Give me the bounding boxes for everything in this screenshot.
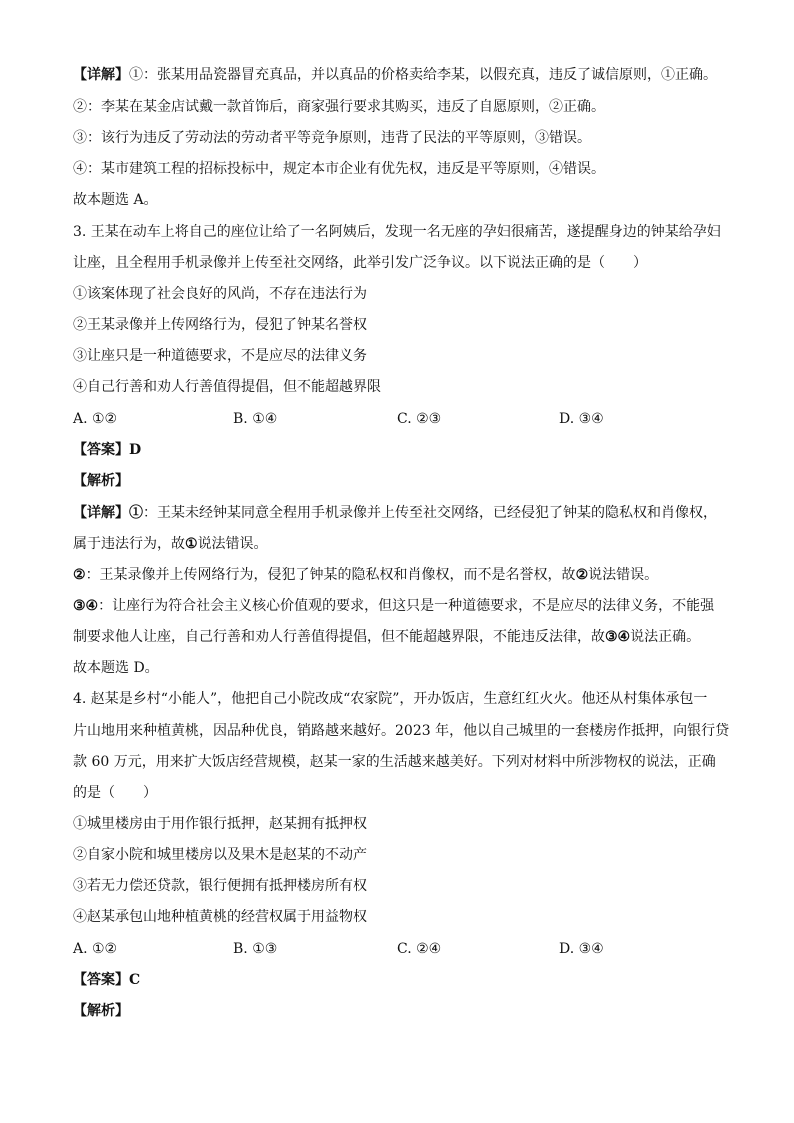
q3-stem-line-2: 让座，且全程用手机录像并上传至社交网络，此举引发广泛争议。以下说法正确的是（ ） — [73, 255, 647, 271]
q2-explain-line-1 — [73, 65, 733, 85]
q3-detail-line-3 — [73, 565, 733, 585]
q3-detail-text-5b: 说法正确。 — [630, 629, 701, 645]
q2-explain-line-4: ④：某市建筑工程的招标投标中，规定本市企业有优先权，违反是平等原则，④错误。 — [73, 161, 605, 177]
circled-number: ③④ — [605, 629, 631, 645]
q4-option-c: C. ②④ — [397, 941, 442, 957]
q4-analysis-heading: 【解析】 — [73, 1003, 129, 1019]
q4-statement-3: ③若无力偿还贷款，银行便拥有抵押楼房所有权 — [73, 878, 367, 894]
q3-option-d: D. ③④ — [559, 411, 604, 427]
q4-statement-4: ④赵某承包山地种植黄桃的经营权属于用益物权 — [73, 909, 367, 925]
q4-statement-1: ①城里楼房由于用作银行抵押，赵某拥有抵押权 — [73, 816, 367, 832]
q4-stem-line-2: 片山地用来种植黄桃，因品种优良，销路越来越好。2023 年，他以自己城里的一套楼房作抵押，向银行贷 — [73, 723, 730, 739]
q3-option-c: C. ②③ — [397, 411, 442, 427]
q4-stem-line-1: 4. 赵某是乡村“小能人”，他把自己小院改成“农家院”，开办饭店，生意红红火火。他还从村集体承包一 — [73, 691, 708, 707]
q4-option-b: B. ①③ — [233, 941, 278, 957]
q3-conclusion: 故本题选 D。 — [73, 660, 159, 676]
q3-detail-text-5a: 制要求他人让座，自己行善和劝人行善值得提倡，但不能超越界限，不能违反法律，故 — [73, 629, 605, 645]
q4-options — [73, 939, 733, 959]
q3-option-b: B. ①④ — [233, 411, 278, 427]
q3-answer: 【答案】D — [73, 442, 142, 458]
q3-detail-line-4 — [73, 596, 733, 616]
q3-options — [73, 409, 733, 429]
q3-statement-4: ④自己行善和劝人行善值得提倡，但不能超越界限 — [73, 379, 381, 395]
q4-option-a: A. ①② — [73, 941, 118, 957]
q2-explain-text-1: ①：张某用品瓷器冒充真品，并以真品的价格卖给李某，以假充真，违反了诚信原则，①正确。 — [129, 67, 717, 83]
q3-statement-3: ③让座只是一种道德要求，不是应尽的法律义务 — [73, 348, 367, 364]
q4-stem-line-4: 的是（ ） — [73, 785, 157, 801]
q3-detail-text-3a: ：王某录像并上传网络行为，侵犯了钟某的隐私权和肖像权，而不是名誉权，故 — [85, 567, 576, 583]
q3-detail-line-2 — [73, 534, 733, 554]
q4-answer: 【答案】C — [73, 972, 141, 988]
detail-tag: 【详解】 — [73, 505, 129, 521]
q3-detail-text-4: ：让座行为符合社会主义核心价值观的要求，但这只是一种道德要求，不是应尽的法律义务，不能强 — [98, 598, 715, 614]
circled-number: ③④ — [73, 598, 99, 614]
q3-detail-text-3b: 说法错误。 — [588, 567, 659, 583]
q2-explain-line-3: ③：该行为违反了劳动法的劳动者平等竞争原则，违背了民法的平等原则，③错误。 — [73, 130, 591, 146]
q3-detail-line-1 — [73, 503, 733, 523]
circled-number: ① — [129, 505, 143, 521]
q4-statement-2: ②自家小院和城里楼房以及果木是赵某的不动产 — [73, 847, 367, 863]
q3-detail-text-2b: 说法错误。 — [197, 536, 268, 552]
detail-tag: 【详解】 — [73, 67, 129, 83]
circled-number: ① — [185, 536, 198, 552]
q3-option-a: A. ①② — [73, 411, 118, 427]
q3-detail-text-1: ：王某未经钟某同意全程用手机录像并上传至社交网络，已经侵犯了钟某的隐私权和肖像权， — [143, 505, 717, 521]
q2-explain-line-2: ②：李某在某金店试戴一款首饰后，商家强行要求其购买，违反了自愿原则，②正确。 — [73, 99, 605, 115]
q3-analysis-heading: 【解析】 — [73, 473, 129, 489]
q2-conclusion: 故本题选 A。 — [73, 192, 158, 208]
q3-stem-line-1: 3. 王某在动车上将自己的座位让给了一名阿姨后，发现一名无座的孕妇很痛苦，遂提醒身边的钟某给孕妇 — [73, 224, 721, 240]
q3-statement-2: ②王某录像并上传网络行为，侵犯了钟某名誉权 — [73, 317, 367, 333]
q3-statement-1: ①该案体现了社会良好的风尚，不存在违法行为 — [73, 286, 367, 302]
q3-detail-line-5 — [73, 627, 733, 647]
circled-number: ② — [73, 567, 86, 583]
q4-option-d: D. ③④ — [559, 941, 604, 957]
q4-stem-line-3: 款 60 万元，用来扩大饭店经营规模，赵某一家的生活越来越美好。下列对材料中所涉物权的说法，正确 — [73, 754, 716, 770]
circled-number: ② — [575, 567, 589, 583]
q3-detail-text-2a: 属于违法行为，故 — [73, 536, 185, 552]
